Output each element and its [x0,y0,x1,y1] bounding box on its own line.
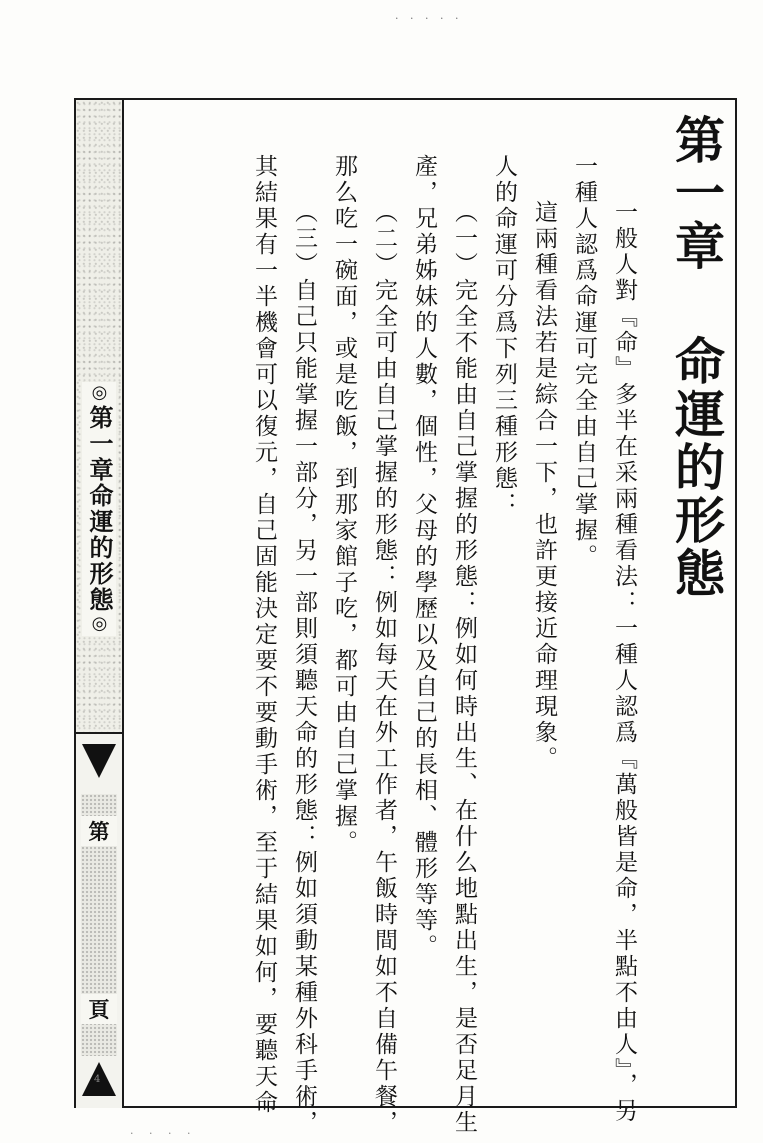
paragraph-line: 人的命運可分爲下列三種形態： [491,154,517,518]
sidebar-chapter-label: 第一章 [85,405,114,483]
paragraph-line: 這兩種看法若是綜合一下，也許更接近命理現象。 [531,200,557,772]
bottom-scan-marks: · · · · [130,1127,197,1140]
sidebar-chapter-title [82,382,116,636]
top-scan-marks: · · · · · [395,12,463,25]
paragraph-line: 一般人對『命』多半在采兩種看法：一種人認爲『萬般皆是命，半點不由人』，另 [611,200,637,1125]
chapter-title: 命運的形態 [667,335,725,600]
triangle-up-icon[interactable] [82,1062,116,1096]
page-content [156,114,728,1136]
paragraph-line: （二）完全可由自己掌握的形態：例如每天在外工作者，午飯時間如不自備午餐， [371,200,397,1136]
page-prefix: 第 [81,816,117,846]
triangle-down-icon[interactable] [82,744,116,778]
page-suffix: 頁 [81,994,117,1024]
paragraph-line: （三）自己只能掌握一部分，另一部則須聽天命的形態：例如須動某種外科手術， [291,200,317,1136]
paragraph-line: 產，兄弟姊妹的人數，個性，父母的學歷以及自己的長相、體形等等。 [411,154,437,960]
page-nav [76,732,122,1108]
paragraph-line: 其結果有一半機會可以復元，自己固能決定要不要動手術，至于結果如何，要聽天命 [251,154,277,1116]
page-indicator [81,794,117,1056]
page-number: 4 [94,1074,101,1085]
chapter-heading [664,114,728,600]
ornament-icon: ◎ [89,382,110,405]
paragraph-line: 那么吃一碗面，或是吃飯，到那家館子吃，都可由自己掌握。 [331,154,357,856]
sidebar-title-label: 命運的形態 [85,483,114,613]
sidebar [76,100,124,1106]
ornament-icon: ◎ [89,613,110,636]
paragraph-line: （一）完全不能由自己掌握的形態：例如何時出生、在什么地點出生，是否足月生 [451,200,477,1136]
paragraph-line: 一種人認爲命運可完全由自己掌握。 [571,154,597,570]
body-text [244,154,644,1136]
page-frame [74,98,737,1136]
chapter-number: 第一章 [667,114,725,273]
